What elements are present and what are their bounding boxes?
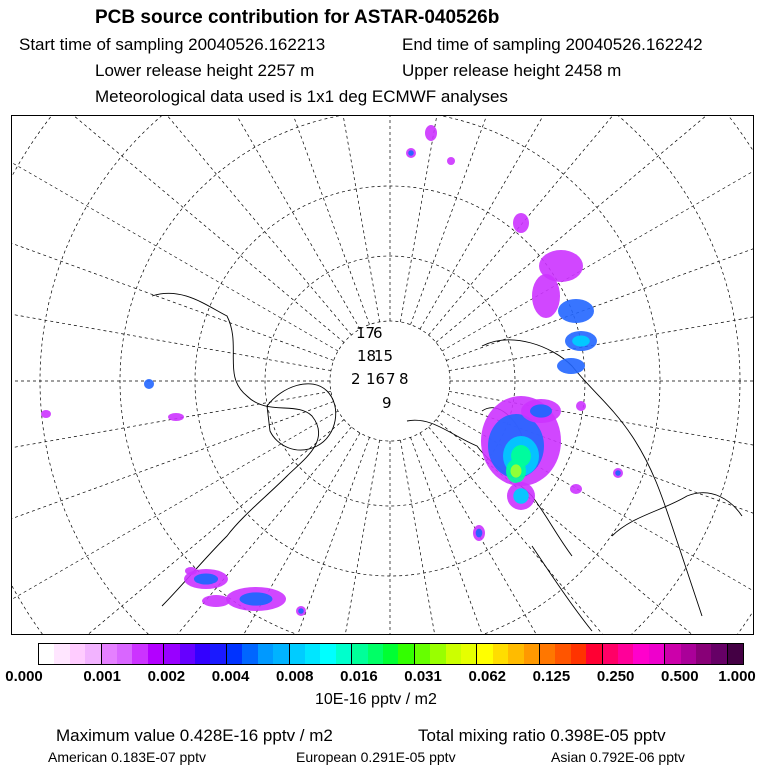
color-scale-cell bbox=[273, 644, 289, 664]
color-scale-bar bbox=[38, 643, 744, 665]
plume-core bbox=[408, 150, 414, 156]
meridian-line bbox=[449, 259, 754, 370]
color-scale-tick-label: 0.000 bbox=[5, 668, 43, 685]
meridian-line bbox=[12, 116, 338, 351]
map-title: PCB source contribution for ASTAR-040526b bbox=[95, 7, 500, 28]
pole-label: 16 bbox=[366, 370, 386, 388]
coastline-africa bbox=[532, 546, 592, 631]
start-sampling-label: Start time of sampling 20040526.162213 bbox=[19, 35, 326, 54]
color-scale-cell bbox=[305, 644, 320, 664]
color-scale-cell bbox=[336, 644, 352, 664]
color-scale-cell bbox=[195, 644, 210, 664]
color-scale-cell bbox=[633, 644, 648, 664]
maximum-value-label: Maximum value 0.428E-16 pptv / m2 bbox=[56, 726, 333, 745]
color-scale-cell bbox=[70, 644, 85, 664]
color-scale-cell bbox=[368, 644, 383, 664]
plume-region bbox=[202, 595, 230, 607]
color-scale-tick-label: 0.008 bbox=[275, 668, 314, 685]
meridian-line bbox=[442, 116, 754, 351]
plume-region bbox=[557, 358, 585, 374]
color-scale-cell bbox=[493, 644, 508, 664]
meridian-line bbox=[268, 116, 379, 322]
color-scale-cell bbox=[383, 644, 398, 664]
color-scale-cell bbox=[180, 644, 195, 664]
plume-region bbox=[570, 484, 582, 494]
color-scale-cell bbox=[54, 644, 69, 664]
color-scale-cell bbox=[210, 644, 226, 664]
meridian-line bbox=[446, 142, 754, 361]
color-scale-cell bbox=[477, 644, 492, 664]
color-scale-cell bbox=[117, 644, 132, 664]
color-scale-cell bbox=[524, 644, 540, 664]
color-scale-cell bbox=[603, 644, 618, 664]
total-mixing-label: Total mixing ratio 0.398E-05 pptv bbox=[418, 726, 666, 745]
color-scale-cell bbox=[665, 644, 680, 664]
color-scale-cell bbox=[132, 644, 147, 664]
color-scale-tick-label: 0.001 bbox=[83, 668, 121, 685]
meridian-line bbox=[420, 116, 740, 329]
color-scale-cell bbox=[85, 644, 101, 664]
color-scale-cell bbox=[571, 644, 586, 664]
color-scale-cell bbox=[461, 644, 477, 664]
color-scale-tick-label: 0.125 bbox=[532, 668, 571, 685]
concentration-plumes bbox=[41, 125, 623, 616]
pole-label: 6 bbox=[373, 324, 383, 342]
meridian-line bbox=[12, 402, 334, 621]
color-scale-cell bbox=[649, 644, 665, 664]
plume-region bbox=[447, 157, 455, 165]
color-scale-cell bbox=[586, 644, 602, 664]
color-scale-cell bbox=[618, 644, 633, 664]
plume-core bbox=[572, 336, 590, 347]
color-scale-cell bbox=[681, 644, 696, 664]
color-scale-tick-label: 0.062 bbox=[468, 668, 507, 685]
pole-label: 18 bbox=[357, 347, 377, 365]
pole-label: 8 bbox=[399, 370, 409, 388]
color-scale-cell bbox=[398, 644, 414, 664]
met-data-label: Meteorological data used is 1x1 deg ECMWF analyses bbox=[95, 87, 508, 106]
color-scale-cell bbox=[227, 644, 242, 664]
color-scale-cell bbox=[164, 644, 179, 664]
plume-core bbox=[476, 529, 483, 538]
meridian-line bbox=[40, 116, 360, 329]
color-scale-cell bbox=[446, 644, 461, 664]
color-scale-cell bbox=[148, 644, 164, 664]
meridian-line bbox=[12, 259, 331, 370]
color-scale-cell bbox=[430, 644, 445, 664]
european-contribution-label: European 0.291E-05 pptv bbox=[296, 749, 456, 765]
color-scale-cell bbox=[508, 644, 523, 664]
meridian-line bbox=[12, 420, 344, 635]
plume-region bbox=[532, 274, 560, 318]
meridian-line bbox=[400, 116, 511, 322]
pole-label: 17 bbox=[356, 324, 376, 342]
color-scale-tick-label: 0.500 bbox=[661, 668, 699, 685]
color-scale-cell bbox=[696, 644, 711, 664]
plume-region bbox=[576, 401, 586, 411]
color-scale-tick-label: 0.002 bbox=[147, 668, 186, 685]
color-scale-ticks bbox=[0, 668, 768, 688]
plume-core bbox=[615, 470, 621, 476]
pole-label: 7 bbox=[386, 370, 396, 388]
color-scale-cell bbox=[415, 644, 430, 664]
color-scale-tick-label: 0.250 bbox=[596, 668, 635, 685]
plume-core bbox=[240, 592, 273, 605]
meridian-line bbox=[40, 433, 360, 635]
meridian-line bbox=[12, 116, 344, 342]
color-scale-cell bbox=[242, 644, 257, 664]
color-scale-tick-label: 0.031 bbox=[404, 668, 442, 685]
plume-core bbox=[194, 574, 218, 585]
color-scale-tick-label: 1.000 bbox=[718, 668, 756, 685]
map-frame bbox=[11, 115, 754, 635]
plume-region bbox=[41, 410, 51, 418]
pole-label: 9 bbox=[382, 394, 392, 412]
color-scale-cell bbox=[540, 644, 555, 664]
color-scale-cell bbox=[290, 644, 305, 664]
plume-core bbox=[513, 488, 528, 503]
plume-region bbox=[558, 299, 594, 323]
plume-core bbox=[298, 608, 304, 614]
lower-height-label: Lower release height 2257 m bbox=[95, 61, 315, 80]
color-scale-cell bbox=[711, 644, 727, 664]
plume-region bbox=[168, 413, 184, 421]
meridian-line bbox=[12, 142, 334, 361]
plume-core bbox=[511, 464, 522, 477]
american-contribution-label: American 0.183E-07 pptv bbox=[48, 749, 206, 765]
color-scale-cell bbox=[258, 644, 273, 664]
color-scale-cell bbox=[102, 644, 117, 664]
color-scale-cell bbox=[320, 644, 335, 664]
plume-region bbox=[513, 213, 529, 233]
meridian-line bbox=[436, 116, 754, 342]
coastlines bbox=[152, 293, 742, 631]
color-scale-tick-label: 0.004 bbox=[211, 668, 250, 685]
meridian-line bbox=[12, 427, 351, 635]
asian-contribution-label: Asian 0.792E-06 pptv bbox=[551, 749, 685, 765]
pole-label: 2 bbox=[351, 370, 361, 388]
meridian-line bbox=[12, 116, 351, 335]
plume-region bbox=[185, 567, 197, 575]
color-scale-cell bbox=[352, 644, 367, 664]
plume-core bbox=[530, 404, 552, 417]
upper-height-label: Upper release height 2458 m bbox=[402, 61, 622, 80]
color-scale-cell bbox=[555, 644, 570, 664]
color-scale-tick-label: 0.016 bbox=[340, 668, 378, 685]
plume-region bbox=[144, 379, 154, 389]
meridian-line bbox=[429, 116, 754, 335]
color-scale-units: 10E-16 pptv / m2 bbox=[315, 691, 437, 708]
end-sampling-label: End time of sampling 20040526.162242 bbox=[402, 35, 703, 54]
color-scale-cell bbox=[39, 644, 54, 664]
meridian-line bbox=[420, 433, 740, 635]
polar-map bbox=[12, 116, 754, 635]
meridian-line bbox=[12, 411, 338, 635]
meridian-line bbox=[268, 440, 379, 635]
pole-labels bbox=[351, 324, 409, 412]
coastline-greenland bbox=[267, 384, 336, 450]
plume-region bbox=[425, 125, 437, 141]
color-scale-cell bbox=[728, 644, 743, 664]
pole-label: 15 bbox=[374, 347, 394, 365]
meridian-line bbox=[151, 116, 370, 325]
coastline-east-asia bbox=[612, 493, 742, 536]
